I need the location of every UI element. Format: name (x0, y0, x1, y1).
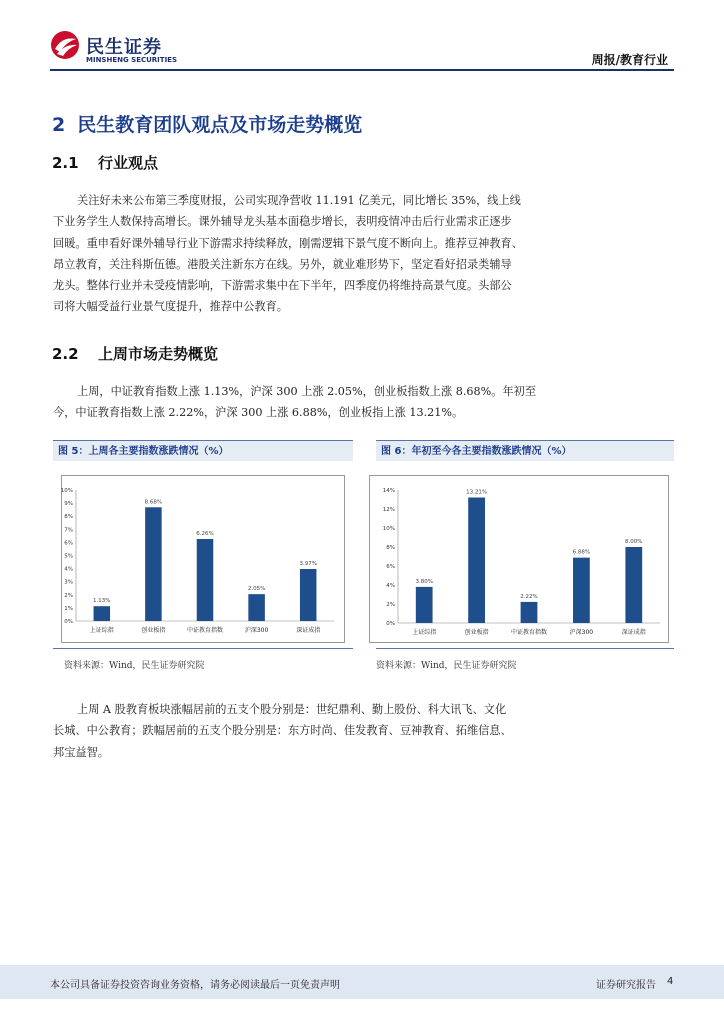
data-label: 6.88% (572, 549, 591, 556)
y-tick-label: 1% (64, 605, 73, 612)
data-label: 13.21% (466, 489, 488, 496)
figure-5-frame (61, 475, 345, 643)
paragraph-line: 邦宝益智。 (53, 745, 109, 759)
paragraph-line: 下业务学生人数保持高增长。课外辅导龙头基本面稳步增长，表明疫情冲击后行业需求正逐步 (53, 215, 512, 229)
figure-6-title: 图 6：年初至今各主要指数涨跌情况（%） (376, 440, 674, 461)
footer-disclaimer: 本公司具备证券投资咨询业务资格，请务必阅读最后一页免责声明 (50, 980, 340, 991)
report-tag: 周报/教育行业 (591, 53, 668, 67)
subsection-title: 行业观点 (98, 154, 159, 172)
header-divider (50, 69, 674, 71)
data-label: 8.68% (144, 499, 163, 506)
paragraph-line: 上周 A 股教育板块涨幅居前的五支个股分别是：世纪鼎利、勤上股份、科大讯飞、文化 (77, 703, 507, 716)
bar (197, 539, 214, 621)
data-label: 3.97% (299, 560, 317, 567)
section-number: 2 (52, 114, 66, 136)
y-tick-label: 9% (64, 501, 73, 508)
data-label: 3.80% (415, 578, 433, 585)
data-label: 2.05% (247, 586, 266, 593)
data-label: 1.13% (93, 598, 111, 605)
bar (94, 606, 111, 621)
y-tick-label: 10% (382, 526, 395, 532)
y-tick-label: 6% (386, 564, 395, 570)
x-tick-label: 上证综指 (412, 629, 437, 636)
market-overview-paragraph (53, 381, 671, 424)
x-tick-label: 中证教育指数 (186, 627, 224, 634)
industry-view-paragraph (53, 190, 671, 318)
y-tick-label: 3% (64, 579, 73, 586)
figure-6-source-divider (376, 648, 674, 649)
x-tick-label: 上证综指 (89, 627, 114, 634)
y-tick-label: 14% (382, 488, 395, 494)
bar (625, 547, 642, 623)
paragraph-line: 回暖。重申看好课外辅导行业下游需求持续释放，刚需逻辑下景气度不断向上。推荐豆神教育、 (53, 236, 523, 250)
figure-6-frame (369, 475, 669, 643)
figure-5-source: 资料来源：Wind，民生证券研究院 (64, 661, 205, 671)
figure-5-source-divider (53, 648, 353, 649)
paragraph-line: 今，中证教育指数上涨 2.22%，沪深 300 上涨 6.88%，创业板指上涨 13.21%。 (53, 406, 464, 420)
y-tick-label: 4% (64, 566, 73, 573)
x-tick-label: 创业板指 (464, 629, 489, 636)
figure-5-title: 图 5：上周各主要指数涨跌情况（%） (53, 440, 353, 461)
bar (468, 498, 485, 623)
y-tick-label: 0% (386, 621, 395, 627)
section-title: 民生教育团队观点及市场走势概览 (77, 114, 363, 136)
paragraph-line: 龙头。整体行业并未受疫情影响，下游需求集中在下半年，四季度仍将维持高景气度。头部公 (53, 279, 512, 293)
subsection-title: 上周市场走势概览 (98, 345, 219, 363)
data-label: 8.00% (625, 539, 643, 545)
data-label: 2.22% (520, 593, 538, 600)
bar (416, 587, 433, 623)
y-tick-label: 0% (64, 619, 73, 625)
figure-6-chart (370, 476, 668, 642)
footer-report-type: 证券研究报告 (596, 980, 656, 991)
bar (248, 594, 265, 621)
page-header (0, 0, 724, 72)
y-tick-label: 8% (386, 545, 395, 551)
paragraph-line: 司将大幅受益行业景气度提升，推荐中公教育。 (53, 300, 288, 314)
data-label: 6.26% (196, 530, 214, 537)
figure-6-source: 资料来源：Wind，民生证券研究院 (376, 661, 517, 671)
y-tick-label: 8% (64, 514, 73, 521)
x-tick-label: 深证成指 (621, 629, 646, 636)
y-tick-label: 4% (386, 583, 395, 589)
logo-english-text: MINSHENG SECURITIES (86, 56, 177, 64)
bar (573, 558, 590, 623)
figure-5-chart (62, 476, 344, 642)
subsection-number: 2.2 (52, 345, 79, 363)
y-tick-label: 5% (64, 553, 73, 560)
y-tick-label: 2% (386, 602, 395, 608)
minsheng-logo-icon (50, 30, 80, 60)
x-tick-label: 中证教育指数 (510, 629, 548, 636)
bar (145, 507, 162, 621)
y-tick-label: 2% (64, 592, 73, 599)
stock-movers-paragraph (53, 699, 671, 763)
bar (521, 602, 538, 623)
y-tick-label: 12% (382, 507, 395, 513)
y-tick-label: 6% (64, 540, 73, 547)
x-tick-label: 沪深300 (569, 629, 594, 636)
paragraph-line: 上周，中证教育指数上涨 1.13%，沪深 300 上涨 2.05%，创业板指数上涨 8.68%。年初至 (77, 385, 537, 398)
paragraph-line: 长城、中公教育；跌幅居前的五支个股分别是：东方时尚、佳发教育、豆神教育、拓维信息、 (53, 724, 512, 738)
page-number: 4 (667, 976, 674, 987)
section-heading (52, 110, 362, 137)
subsection-heading-2-2 (52, 343, 218, 364)
paragraph-line: 关注好未来公布第三季度财报，公司实现净营收 11.191 亿美元，同比增长 35%，线上线 (77, 194, 521, 207)
logo-text: 民生证券 (86, 37, 162, 58)
x-tick-label: 沪深300 (244, 627, 269, 634)
y-tick-label: 7% (64, 527, 73, 534)
x-tick-label: 创业板指 (141, 627, 166, 634)
bar (300, 569, 317, 621)
x-tick-label: 深证成指 (296, 627, 321, 634)
y-tick-label: 10% (60, 488, 73, 494)
subsection-heading-2-1 (52, 152, 158, 173)
subsection-number: 2.1 (52, 154, 79, 172)
paragraph-line: 昂立教育，关注科斯伍德。港股关注新东方在线。另外，就业难形势下，坚定看好招录类辅导 (53, 257, 512, 271)
